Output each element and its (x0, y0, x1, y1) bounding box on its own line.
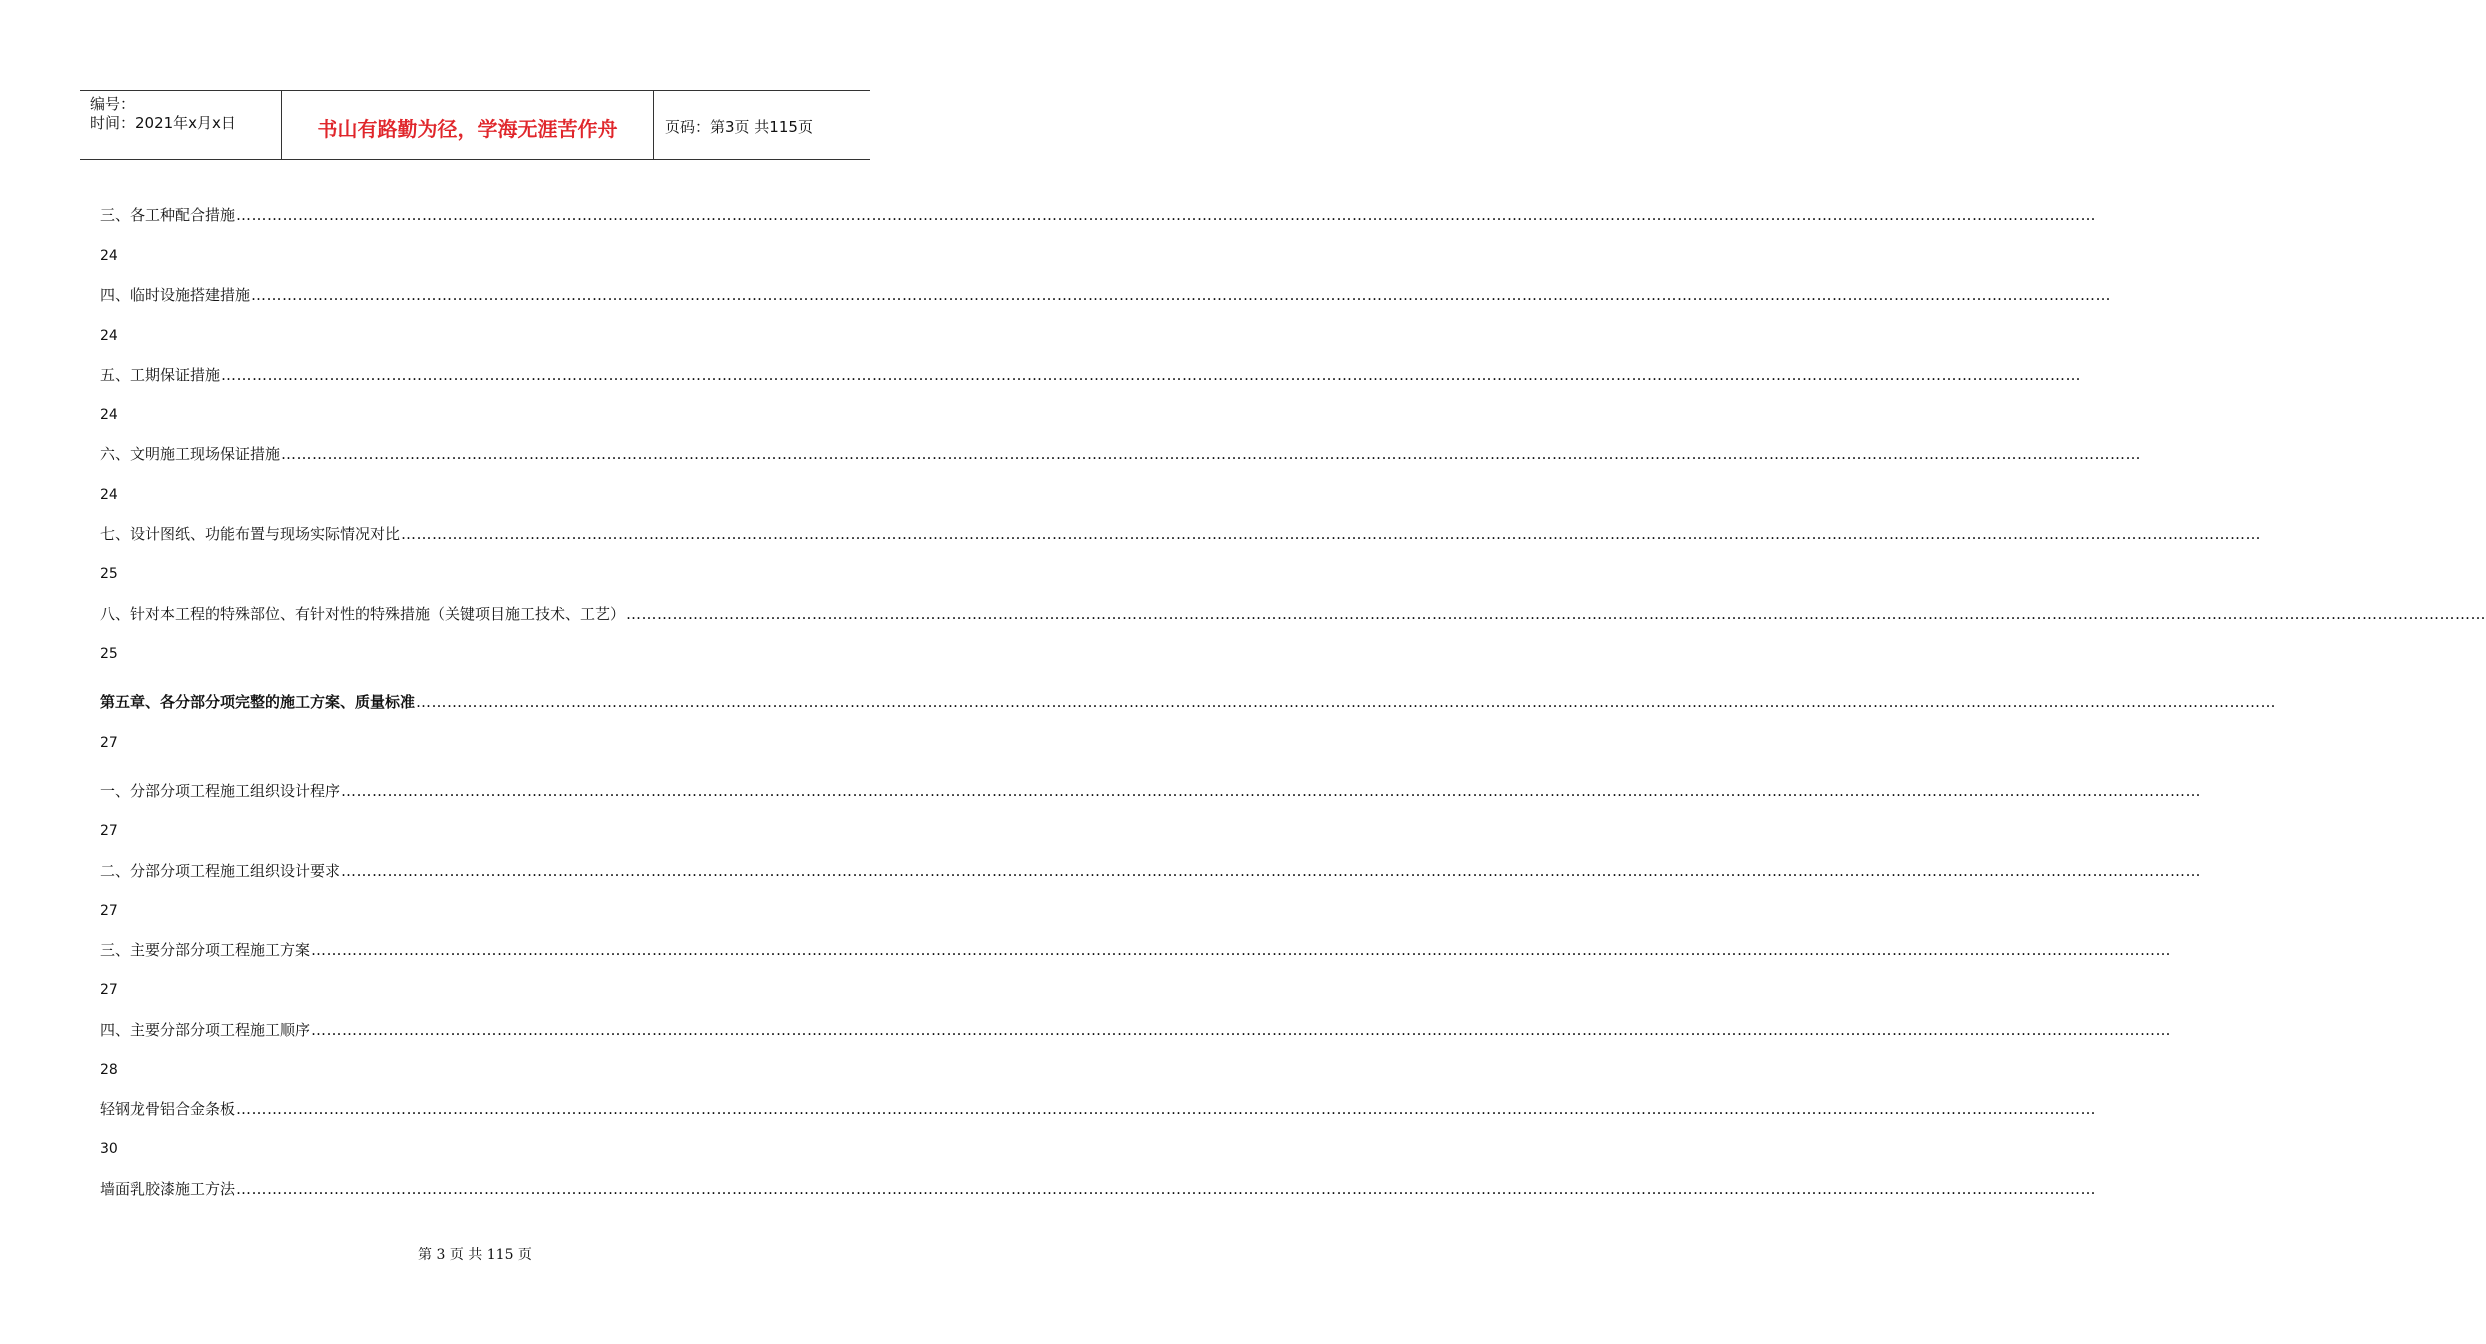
toc-leader-dots: ……………………………………………………………………………………………………………………………………………………………………………………………………………………………………………………………………………………………………………………………… (626, 605, 2486, 623)
toc-entry-label: 四、临时设施搭建措施 (100, 286, 251, 304)
toc-entry (100, 939, 2171, 961)
toc-entry (100, 204, 2096, 226)
header-meta-cell (80, 91, 282, 159)
toc-page-number: 24 (100, 248, 118, 264)
toc-page-number: 25 (100, 566, 118, 582)
toc-page-number: 27 (100, 735, 118, 751)
toc-leader-dots: ……………………………………………………………………………………………………………………………………………………………………………………………………………………………………………………………………………………………………………………………… (341, 782, 2201, 800)
toc-leader-dots: ……………………………………………………………………………………………………………………………………………………………………………………………………………………………………………………………………………………………………………………………… (236, 1180, 2096, 1198)
header-page-cell (655, 91, 870, 159)
toc-page-number: 30 (100, 1141, 118, 1157)
toc-entry (100, 523, 2261, 545)
date-label: 时间：2021年x月x日 (90, 114, 236, 132)
page-info: 页码：第3页 共115页 (665, 118, 813, 136)
toc-page-number: 28 (100, 1062, 118, 1078)
toc-leader-dots: ……………………………………………………………………………………………………………………………………………………………………………………………………………………………………………………………………………………………………………………………… (236, 1100, 2096, 1118)
toc-entry-label: 五、工期保证措施 (100, 366, 221, 384)
page-header (80, 90, 870, 160)
toc-entry-label: 六、文明施工现场保证措施 (100, 445, 281, 463)
toc-page-number: 24 (100, 407, 118, 423)
toc-entry (100, 860, 2201, 882)
page-footer: 第 3 页 共 115 页 (418, 1247, 532, 1263)
toc-entry-label: 四、主要分部分项工程施工顺序 (100, 1021, 311, 1039)
toc-entry (100, 284, 2111, 306)
serial-label: 编号： (90, 95, 136, 113)
toc-leader-dots: ……………………………………………………………………………………………………………………………………………………………………………………………………………………………………………………………………………………………………………………………… (416, 693, 2276, 711)
toc-page-number: 27 (100, 982, 118, 998)
toc-entry-label: 三、主要分部分项工程施工方案 (100, 941, 311, 959)
toc-entry (100, 603, 2486, 625)
toc-entry-label: 二、分部分项工程施工组织设计要求 (100, 862, 341, 880)
toc-page-number: 24 (100, 487, 118, 503)
toc-entry (100, 1019, 2171, 1041)
toc-entry (100, 364, 2081, 386)
toc-entry-label: 三、各工种配合措施 (100, 206, 236, 224)
toc-entry (100, 1098, 2096, 1120)
header-motto-cell (282, 91, 654, 159)
toc-entry (100, 1178, 2096, 1200)
toc-entry-label: 墙面乳胶漆施工方法 (100, 1180, 236, 1198)
toc-entry-label: 第五章、各分部分项完整的施工方案、质量标准 (100, 693, 416, 711)
motto-text: 书山有路勤为径，学海无涯苦作舟 (317, 117, 618, 141)
toc-entry-label: 一、分部分项工程施工组织设计程序 (100, 782, 341, 800)
toc-leader-dots: ……………………………………………………………………………………………………………………………………………………………………………………………………………………………………………………………………………………………………………………………… (341, 862, 2201, 880)
toc-leader-dots: ……………………………………………………………………………………………………………………………………………………………………………………………………………………………………………………………………………………………………………………………… (281, 445, 2141, 463)
toc-leader-dots: ……………………………………………………………………………………………………………………………………………………………………………………………………………………………………………………………………………………………………………………………… (401, 525, 2261, 543)
toc-entry-label: 八、针对本工程的特殊部位、有针对性的特殊措施（关键项目施工技术、工艺） (100, 605, 626, 623)
toc-leader-dots: ……………………………………………………………………………………………………………………………………………………………………………………………………………………………………………………………………………………………………………………………… (251, 286, 2111, 304)
toc-leader-dots: ……………………………………………………………………………………………………………………………………………………………………………………………………………………………………………………………………………………………………………………………… (311, 941, 2171, 959)
toc-page-number: 27 (100, 903, 118, 919)
toc-leader-dots: ……………………………………………………………………………………………………………………………………………………………………………………………………………………………………………………………………………………………………………………………… (236, 206, 2096, 224)
toc-entry-label: 轻钢龙骨铝合金条板 (100, 1100, 236, 1118)
toc-page-number: 24 (100, 328, 118, 344)
toc-leader-dots: ……………………………………………………………………………………………………………………………………………………………………………………………………………………………………………………………………………………………………………………………… (221, 366, 2081, 384)
toc-page-number: 27 (100, 823, 118, 839)
toc-entry (100, 443, 2141, 465)
toc-page-number: 25 (100, 646, 118, 662)
toc-leader-dots: ……………………………………………………………………………………………………………………………………………………………………………………………………………………………………………………………………………………………………………………………… (311, 1021, 2171, 1039)
toc-entry (100, 691, 2276, 713)
toc-entry-label: 七、设计图纸、功能布置与现场实际情况对比 (100, 525, 401, 543)
toc-entry (100, 780, 2201, 802)
